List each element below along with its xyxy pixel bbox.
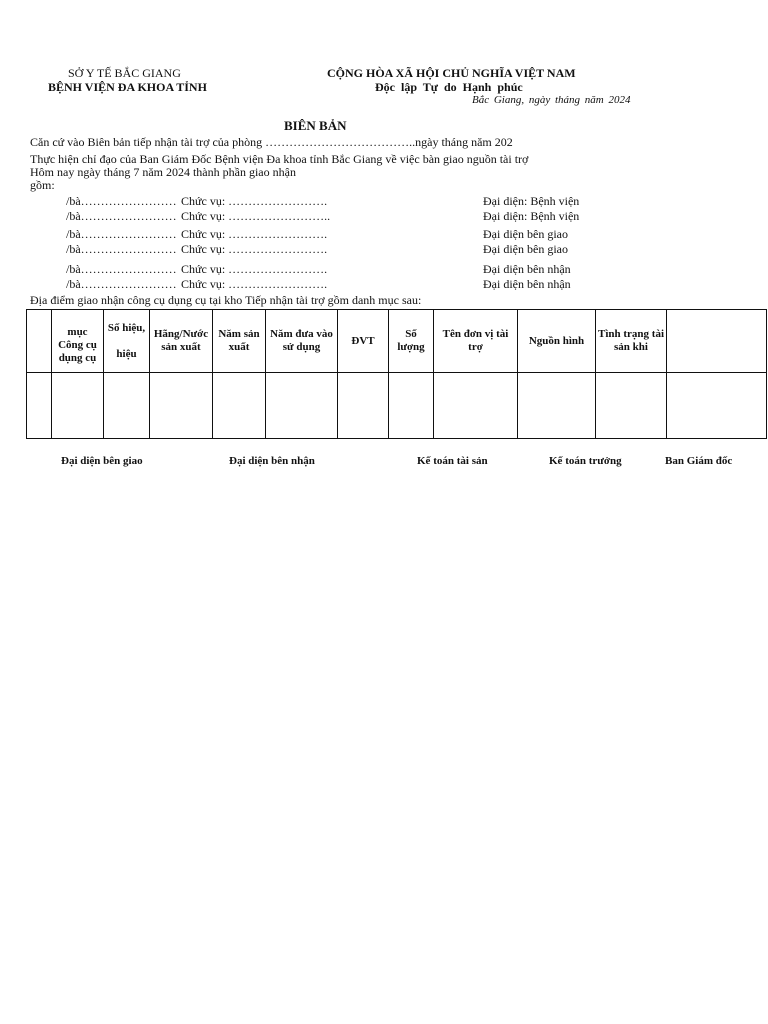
- table-cell: [150, 373, 213, 439]
- participant-position: Chức vụ: …………………….: [181, 262, 328, 276]
- participant-role: Đại diện bên giao: [483, 242, 568, 256]
- table-cell: [266, 373, 338, 439]
- intro-line-3: Hôm nay ngày tháng 7 năm 2024 thành phần giao nhận: [30, 165, 296, 179]
- table-cell: [213, 373, 266, 439]
- participant-name: /bà……………………: [66, 227, 177, 241]
- table-row: [27, 373, 767, 439]
- signature-label: Kế toán trưởng: [549, 455, 622, 467]
- table-header-cell: mục Công cụ dụng cụ: [52, 310, 104, 373]
- table-cell: [338, 373, 389, 439]
- table-cell: [667, 373, 767, 439]
- table-header-cell: Hãng/Nước sản xuất: [150, 310, 213, 373]
- participant-role: Đại diện: Bệnh viện: [483, 194, 580, 208]
- table-cell: [434, 373, 518, 439]
- republic-title: CỘNG HÒA XÃ HỘI CHỦ NGHĨA VIỆT NAM: [327, 66, 576, 80]
- location-line: Địa điểm giao nhận công cụ dụng cụ tại kho Tiếp nhận tài trợ gồm danh mục sau:: [30, 293, 422, 307]
- table-header-row: [27, 310, 767, 373]
- table-cell: [104, 373, 150, 439]
- participant-name: /bà……………………: [66, 209, 177, 223]
- table-cell: [52, 373, 104, 439]
- table-cell: [518, 373, 596, 439]
- table-cell: [596, 373, 667, 439]
- participant-role: Đại diện bên giao: [483, 227, 568, 241]
- participant-position: Chức vụ: …………………….: [181, 227, 328, 241]
- table-header-cell: Số lượng: [389, 310, 434, 373]
- intro-line-2: Thực hiện chỉ đạo của Ban Giám Đốc Bệnh viện Đa khoa tỉnh Bắc Giang về việc bàn giao nguồn tài trợ: [30, 152, 529, 166]
- participant-name: /bà……………………: [66, 277, 177, 291]
- participant-role: Đại diện: Bệnh viện: [483, 209, 580, 223]
- participant-position: Chức vụ: …………………….: [181, 194, 328, 208]
- motto: Độc lập Tự do Hạnh phúc: [375, 80, 523, 94]
- participant-role: Đại diện bên nhận: [483, 262, 571, 276]
- participant-position: Chức vụ: ……………………..: [181, 209, 331, 223]
- table-header-cell: Số hiệu, hiệu: [104, 310, 150, 373]
- signature-label: Ban Giám đốc: [665, 455, 733, 467]
- asset-table: [26, 309, 767, 439]
- table-header-cell: Năm sản xuất: [213, 310, 266, 373]
- participant-position: Chức vụ: …………………….: [181, 277, 328, 291]
- intro-line-1: Căn cứ vào Biên bản tiếp nhận tài trợ của phòng ………………………………..ngày tháng năm 202: [30, 135, 513, 149]
- participant-name: /bà……………………: [66, 262, 177, 276]
- department-name: SỞ Y TẾ BẮC GIANG: [68, 66, 181, 80]
- table-cell: [389, 373, 434, 439]
- table-header-cell: Nguồn hình: [518, 310, 596, 373]
- signature-label: Đại diện bên giao: [61, 455, 143, 467]
- document-title: BIÊN BẢN: [284, 118, 347, 133]
- table-header-cell: Năm đưa vào sử dụng: [266, 310, 338, 373]
- table-header-cell: Tình trạng tài sản khi: [596, 310, 667, 373]
- hospital-name: BỆNH VIỆN ĐA KHOA TỈNH: [48, 80, 207, 94]
- table-header-cell: [27, 310, 52, 373]
- participant-name: /bà……………………: [66, 242, 177, 256]
- table-header-cell: Tên đơn vị tài trợ: [434, 310, 518, 373]
- table-header-cell: [667, 310, 767, 373]
- table-header-cell: ĐVT: [338, 310, 389, 373]
- intro-line-4: gồm:: [30, 178, 55, 192]
- signature-label: Đại diện bên nhận: [229, 455, 315, 467]
- table-cell: [27, 373, 52, 439]
- participant-position: Chức vụ: …………………….: [181, 242, 328, 256]
- signature-label: Kế toán tài sản: [417, 455, 488, 467]
- participant-role: Đại diện bên nhận: [483, 277, 571, 291]
- place-date: Bắc Giang, ngày tháng năm 2024: [472, 94, 631, 106]
- participant-name: /bà……………………: [66, 194, 177, 208]
